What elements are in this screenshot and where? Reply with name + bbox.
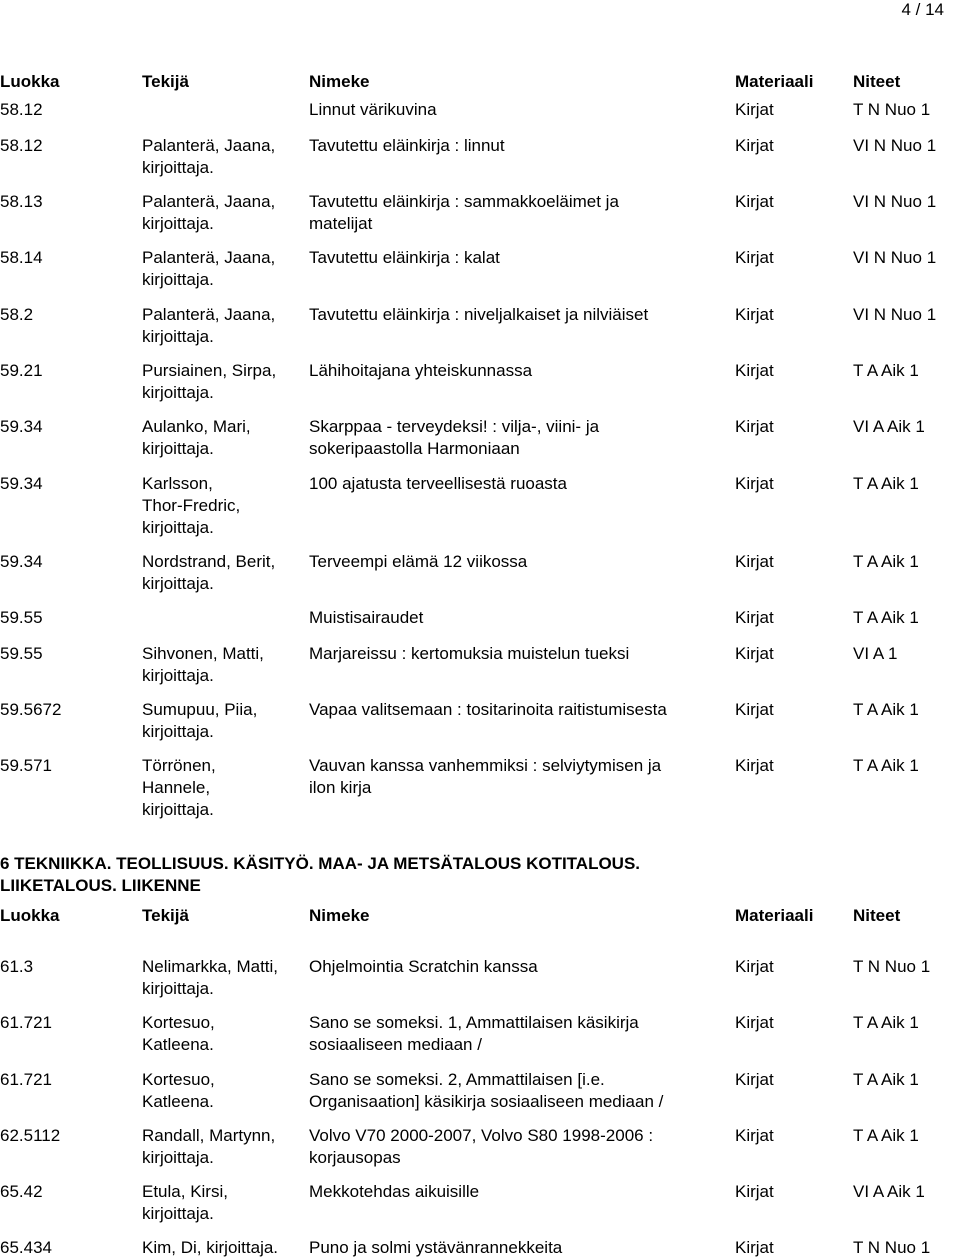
row-material: Kirjat	[735, 957, 774, 976]
row-material: Kirjat	[735, 700, 774, 719]
table-header	[0, 905, 960, 927]
row-title: Linnut värikuvina	[309, 100, 437, 119]
row-title: Lähihoitajana yhteiskunnassa	[309, 361, 533, 380]
row-author: Palanterä, Jaana, kirjoittaja.	[142, 305, 276, 346]
row-material: Kirjat	[735, 100, 774, 119]
row-notes: T N Nuo 1	[853, 1238, 931, 1257]
row-notes: T N Nuo 1	[853, 957, 931, 976]
row-material: Kirjat	[735, 474, 774, 493]
row-title: Muistisairaudet	[309, 608, 424, 627]
row-class: 58.2	[0, 305, 34, 324]
row-title: Vapaa valitsemaan : tositarinoita raitistumisesta	[309, 700, 667, 719]
row-author: Kortesuo, Katleena.	[142, 1070, 215, 1111]
row-notes: VI A 1	[853, 644, 898, 663]
row-material: Kirjat	[735, 136, 774, 155]
row-class: 58.13	[0, 192, 43, 211]
row-material: Kirjat	[735, 305, 774, 324]
row-title: Tavutettu eläinkirja : niveljalkaiset ja nilviäiset	[309, 305, 649, 324]
row-class: 58.14	[0, 248, 43, 267]
row-class: 58.12	[0, 100, 43, 119]
row-material: Kirjat	[735, 756, 774, 775]
row-class: 59.34	[0, 474, 43, 493]
row-material: Kirjat	[735, 417, 774, 436]
row-material: Kirjat	[735, 644, 774, 663]
row-class: 61.3	[0, 957, 34, 976]
row-author: Kortesuo, Katleena.	[142, 1013, 215, 1054]
row-title: Puno ja solmi ystävänrannekkeita	[309, 1238, 563, 1257]
row-notes: T A Aik 1	[853, 552, 919, 571]
header-class: Luokka	[0, 906, 60, 925]
row-title: Skarppaa - terveydeksi! : vilja-, viini- ja sokeripaastolla Harmoniaan	[309, 417, 600, 458]
row-author: Sumupuu, Piia, kirjoittaja.	[142, 700, 258, 741]
row-author: Pursiainen, Sirpa, kirjoittaja.	[142, 361, 277, 402]
row-material: Kirjat	[735, 192, 774, 211]
row-notes: T A Aik 1	[853, 474, 919, 493]
row-material: Kirjat	[735, 1013, 774, 1032]
row-title: Sano se someksi. 1, Ammattilaisen käsikirja sosiaaliseen mediaan /	[309, 1013, 639, 1054]
row-material: Kirjat	[735, 1126, 774, 1145]
row-material: Kirjat	[735, 608, 774, 627]
row-material: Kirjat	[735, 361, 774, 380]
row-class: 59.55	[0, 608, 43, 627]
row-notes: VI N Nuo 1	[853, 136, 937, 155]
row-notes: VI N Nuo 1	[853, 248, 937, 267]
row-notes: T A Aik 1	[853, 1126, 919, 1145]
row-class: 61.721	[0, 1070, 52, 1089]
row-author: Nordstrand, Berit, kirjoittaja.	[142, 552, 276, 593]
page-number: 4 / 14	[901, 0, 944, 19]
row-class: 59.21	[0, 361, 43, 380]
row-class: 58.12	[0, 136, 43, 155]
row-notes: T A Aik 1	[853, 1070, 919, 1089]
row-class: 59.55	[0, 644, 43, 663]
row-class: 62.5112	[0, 1126, 61, 1145]
row-author: Törrönen, Hannele, kirjoittaja.	[142, 756, 216, 819]
row-author: Randall, Martynn, kirjoittaja.	[142, 1126, 276, 1167]
header-class: Luokka	[0, 72, 60, 91]
row-title: 100 ajatusta terveellisestä ruoasta	[309, 474, 567, 493]
row-author: Sihvonen, Matti, kirjoittaja.	[142, 644, 264, 685]
row-material: Kirjat	[735, 552, 774, 571]
row-class: 65.434	[0, 1238, 52, 1257]
row-title: Terveempi elämä 12 viikossa	[309, 552, 528, 571]
section-heading	[0, 853, 960, 897]
row-author: Palanterä, Jaana, kirjoittaja.	[142, 136, 276, 177]
row-author: Palanterä, Jaana, kirjoittaja.	[142, 248, 276, 289]
row-author: Etula, Kirsi, kirjoittaja.	[142, 1182, 228, 1223]
row-notes: VI N Nuo 1	[853, 192, 937, 211]
row-title: Tavutettu eläinkirja : sammakkoeläimet ja matelijat	[309, 192, 619, 233]
row-class: 61.721	[0, 1013, 52, 1032]
row-title: Sano se someksi. 2, Ammattilaisen [i.e. Organisaation] käsikirja sosiaaliseen mediaan /	[309, 1070, 664, 1111]
row-title: Tavutettu eläinkirja : kalat	[309, 248, 500, 267]
row-class: 59.34	[0, 417, 43, 436]
row-notes: VI N Nuo 1	[853, 305, 937, 324]
row-notes: T A Aik 1	[853, 608, 919, 627]
row-title: Marjareissu : kertomuksia muistelun tueksi	[309, 644, 630, 663]
row-material: Kirjat	[735, 1070, 774, 1089]
header-material: Materiaali	[735, 72, 814, 91]
header-notes: Niteet	[853, 906, 901, 925]
header-notes: Niteet	[853, 72, 901, 91]
row-title: Ohjelmointia Scratchin kanssa	[309, 957, 538, 976]
header-author: Tekijä	[142, 906, 189, 925]
row-material: Kirjat	[735, 1238, 774, 1257]
row-author: Karlsson, Thor-Fredric, kirjoittaja.	[142, 474, 241, 537]
row-material: Kirjat	[735, 1182, 774, 1201]
row-author: Aulanko, Mari, kirjoittaja.	[142, 417, 251, 458]
row-material: Kirjat	[735, 248, 774, 267]
row-notes: T A Aik 1	[853, 361, 919, 380]
row-notes: VI A Aik 1	[853, 417, 925, 436]
row-author: Nelimarkka, Matti, kirjoittaja.	[142, 957, 279, 998]
row-class: 59.34	[0, 552, 43, 571]
row-class: 59.571	[0, 756, 52, 775]
header-title: Nimeke	[309, 906, 370, 925]
row-title: Tavutettu eläinkirja : linnut	[309, 136, 505, 155]
row-title: Mekkotehdas aikuisille	[309, 1182, 480, 1201]
table-header	[0, 71, 960, 93]
row-notes: T A Aik 1	[853, 1013, 919, 1032]
row-title: Volvo V70 2000-2007, Volvo S80 1998-2006 : korjausopas	[309, 1126, 654, 1167]
row-author: Palanterä, Jaana, kirjoittaja.	[142, 192, 276, 233]
row-class: 65.42	[0, 1182, 43, 1201]
row-notes: T N Nuo 1	[853, 100, 931, 119]
row-author: Kim, Di, kirjoittaja.	[142, 1238, 279, 1257]
row-notes: T A Aik 1	[853, 700, 919, 719]
row-class: 59.5672	[0, 700, 62, 719]
header-title: Nimeke	[309, 72, 370, 91]
header-material: Materiaali	[735, 906, 814, 925]
row-notes: T A Aik 1	[853, 756, 919, 775]
header-author: Tekijä	[142, 72, 189, 91]
section-heading-text: 6 TEKNIIKKA. TEOLLISUUS. KÄSITYÖ. MAA- JA METSÄTALOUS KOTITALOUS. LIIKETALOUS. LIIKENNE	[0, 854, 641, 895]
row-notes: VI A Aik 1	[853, 1182, 925, 1201]
row-title: Vauvan kanssa vanhemmiksi : selviytymisen ja ilon kirja	[309, 756, 662, 797]
